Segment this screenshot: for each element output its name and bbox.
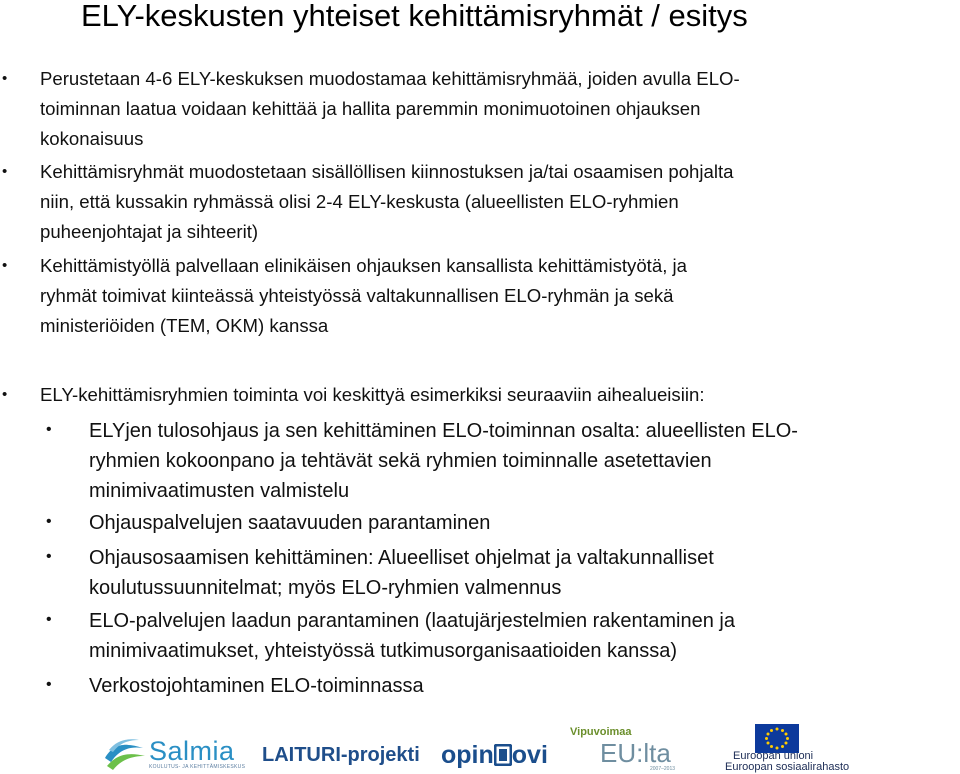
bullet-text xyxy=(40,157,940,247)
vipu-top-text: Vipuvoimaa xyxy=(570,726,632,738)
salmia-wave-icon xyxy=(103,736,147,772)
bullet-dot: • xyxy=(2,70,8,87)
bullet-line: Kehittämisryhmät muodostetaan sisällöllisen kiinnostuksen ja/tai osaamisen pohjalta xyxy=(40,161,734,182)
sub-bullet-dot: • xyxy=(46,421,52,438)
sub-bullet-text xyxy=(89,606,949,666)
opinovi-prefix: opin xyxy=(441,741,494,769)
bullet-dot: • xyxy=(2,163,8,180)
sub-bullet-line: minimivaatimukset, yhteistyössä tutkimusorganisaatioiden kanssa) xyxy=(89,640,678,662)
bullet-text xyxy=(40,251,940,341)
bullet-text xyxy=(40,380,940,410)
bullet-line: ELY-kehittämisryhmien toiminta voi keskittyä esimerkiksi seuraaviin aihealueisiin: xyxy=(40,384,705,405)
bullet-dot: • xyxy=(2,257,8,274)
vipuvoimaa-logo xyxy=(568,726,698,772)
sub-bullet-dot: • xyxy=(46,513,52,530)
sub-bullet-line: ELYjen tulosohjaus ja sen kehittäminen ELO-toiminnan osalta: alueellisten ELO- xyxy=(89,420,798,442)
bullet-line: niin, että kussakin ryhmässä olisi 2-4 ELY-keskusta (alueellisten ELO-ryhmien xyxy=(40,191,679,212)
bullet-line: toiminnan laatua voidaan kehittää ja hallita paremmin monimuotoinen ohjauksen xyxy=(40,98,701,119)
salmia-logo xyxy=(103,736,246,772)
vipu-main-text: EU:lta xyxy=(600,738,671,768)
bullet-line: Perustetaan 4-6 ELY-keskuksen muodostamaa kehittämisryhmää, joiden avulla ELO- xyxy=(40,68,740,89)
sub-bullet-text xyxy=(89,416,949,506)
salmia-name: Salmia xyxy=(149,736,235,766)
sub-bullet-line: minimivaatimusten valmistelu xyxy=(89,480,350,502)
bullet-dot: • xyxy=(2,386,8,403)
footer-logos xyxy=(0,724,960,774)
opinovi-suffix: ovi xyxy=(511,741,548,769)
bullet-text xyxy=(40,64,940,154)
eu-union-label: Euroopan unioni xyxy=(733,750,814,762)
salmia-tagline: KOULUTUS- JA KEHITTÄMISKESKUS xyxy=(149,764,246,770)
bullet-line: ministeriöiden (TEM, OKM) kanssa xyxy=(40,315,329,336)
eu-stars-icon xyxy=(755,724,799,753)
sub-bullet-line: Verkostojohtaminen ELO-toiminnassa xyxy=(89,675,424,697)
sub-bullet-dot: • xyxy=(46,548,52,565)
vipu-years: 2007–2013 xyxy=(650,766,676,772)
slide-title: ELY-keskusten yhteiset kehittämisryhmät / esitys xyxy=(81,0,748,33)
eu-flag-icon xyxy=(755,724,799,753)
bullet-line: ryhmät toimivat kiinteässä yhteistyössä valtakunnallisen ELO-ryhmän ja sekä xyxy=(40,285,674,306)
door-icon xyxy=(494,744,512,766)
sub-bullet-text xyxy=(89,543,949,603)
sub-bullet-line: ELO-palvelujen laadun parantaminen (laatujärjestelmien rakentaminen ja xyxy=(89,610,735,632)
sub-bullet-text xyxy=(89,671,949,701)
laituri-logo: LAITURI-projekti xyxy=(262,744,420,766)
sub-bullet-line: Ohjausosaamisen kehittäminen: Alueelliset ohjelmat ja valtakunnalliset xyxy=(89,547,714,569)
sub-bullet-text xyxy=(89,508,949,538)
eu-logo xyxy=(725,724,915,772)
opinovi-logo xyxy=(441,741,548,770)
sub-bullet-dot: • xyxy=(46,676,52,693)
bullet-line: kokonaisuus xyxy=(40,128,144,149)
sub-bullet-line: Ohjauspalvelujen saatavuuden parantaminen xyxy=(89,512,491,534)
eu-social-fund-label: Euroopan sosiaalirahasto xyxy=(725,761,850,773)
bullet-line: puheenjohtajat ja sihteerit) xyxy=(40,221,259,242)
bullet-line: Kehittämistyöllä palvellaan elinikäisen ohjauksen kansallista kehittämistyötä, ja xyxy=(40,255,687,276)
sub-bullet-line: ryhmien kokoonpano ja tehtävät sekä ryhmien toiminnalle asetettavien xyxy=(89,450,712,472)
sub-bullet-dot: • xyxy=(46,611,52,628)
sub-bullet-line: koulutussuunnitelmat; myös ELO-ryhmien valmennus xyxy=(89,577,562,599)
